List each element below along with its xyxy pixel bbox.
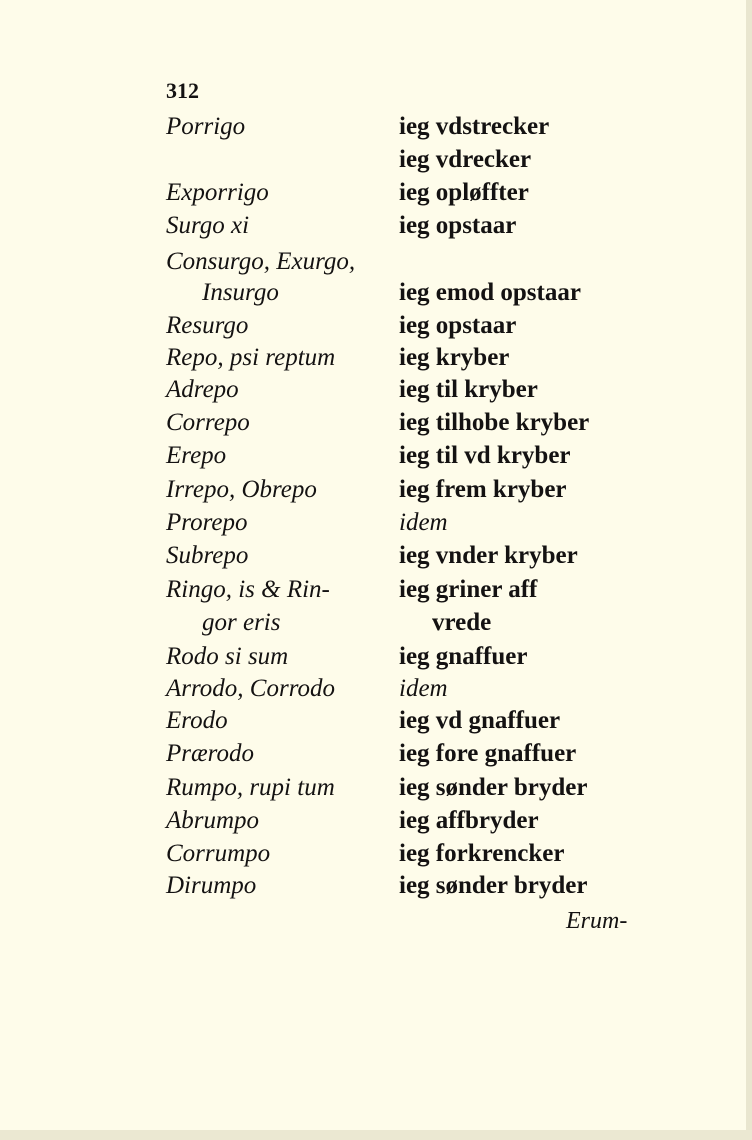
latin-word: Prorepo: [166, 509, 248, 536]
danish-translation: ieg vd gnaffuer: [399, 707, 561, 734]
catchword: Erum-: [566, 908, 628, 934]
danish-translation: idem: [399, 509, 448, 536]
danish-translation: ieg vnder kryber: [399, 542, 578, 569]
dictionary-entry: [0, 439, 752, 473]
dictionary-entry: [0, 406, 752, 440]
danish-translation: idem: [399, 675, 448, 702]
page-number: 312: [166, 78, 199, 103]
danish-translation: ieg forkrencker: [399, 840, 565, 867]
danish-translation: ieg affbryder: [399, 807, 539, 834]
page-edge-shadow-bottom: [0, 1130, 752, 1140]
danish-translation: ieg opstaar: [399, 212, 517, 239]
latin-word: Rumpo, rupi tum: [166, 774, 335, 801]
dictionary-entry: [0, 506, 752, 540]
latin-word: Corrumpo: [166, 840, 271, 867]
dictionary-entry: [0, 539, 752, 573]
latin-word: Surgo xi: [166, 212, 250, 239]
dictionary-entry: [0, 606, 752, 640]
dictionary-entry: [0, 245, 752, 279]
dictionary-entry: [0, 837, 752, 871]
danish-translation: ieg griner aff: [399, 576, 538, 603]
dictionary-entry: [0, 209, 752, 243]
dictionary-entry: [0, 573, 752, 607]
danish-translation: ieg emod opstaar: [399, 279, 581, 306]
latin-word: Erodo: [166, 707, 228, 734]
latin-word: Abrumpo: [166, 807, 260, 834]
danish-translation: ieg tilhobe kryber: [399, 409, 590, 436]
latin-word: Ringo, is & Rin-: [166, 576, 330, 603]
dictionary-entry: [0, 771, 752, 805]
dictionary-entry: [0, 276, 752, 310]
latin-word: Prærodo: [166, 740, 254, 767]
latin-word: Exporrigo: [166, 179, 269, 206]
danish-translation: ieg vdstrecker: [399, 113, 550, 140]
danish-translation: ieg sønder bryder: [399, 872, 588, 899]
danish-translation: ieg til vd kryber: [399, 442, 571, 469]
dictionary-entry: [0, 341, 752, 375]
latin-word: Insurgo: [202, 279, 279, 306]
latin-word: Correpo: [166, 409, 250, 436]
dictionary-entry: [0, 737, 752, 771]
danish-translation: ieg opløffter: [399, 179, 529, 206]
danish-translation: ieg frem kryber: [399, 476, 567, 503]
dictionary-entry: [0, 373, 752, 407]
latin-word: Erepo: [166, 442, 227, 469]
dictionary-entry: [0, 143, 752, 177]
danish-translation: ieg vdrecker: [399, 146, 532, 173]
dictionary-entry: [0, 640, 752, 674]
danish-translation: ieg gnaffuer: [399, 643, 528, 670]
latin-word: Irrepo, Obrepo: [166, 476, 317, 503]
danish-translation: ieg fore gnaffuer: [399, 740, 577, 767]
dictionary-entry: [0, 473, 752, 507]
danish-translation: ieg kryber: [399, 344, 510, 371]
latin-word: gor eris: [202, 609, 281, 636]
latin-word: Rodo si sum: [166, 643, 289, 670]
danish-translation: ieg til kryber: [399, 376, 538, 403]
latin-word: Consurgo, Exurgo,: [166, 248, 356, 275]
dictionary-entry: [0, 804, 752, 838]
danish-translation: vrede: [432, 609, 492, 636]
latin-word: Repo, psi reptum: [166, 344, 336, 371]
dictionary-entry: [0, 309, 752, 343]
dictionary-entry: [0, 869, 752, 903]
danish-translation: ieg opstaar: [399, 312, 517, 339]
dictionary-entry: [0, 110, 752, 144]
dictionary-entry: [0, 176, 752, 210]
latin-word: Porrigo: [166, 113, 246, 140]
dictionary-entry: [0, 704, 752, 738]
latin-word: Arrodo, Corrodo: [166, 675, 336, 702]
latin-word: Resurgo: [166, 312, 249, 339]
danish-translation: ieg sønder bryder: [399, 774, 588, 801]
latin-word: Subrepo: [166, 542, 249, 569]
latin-word: Adrepo: [166, 376, 239, 403]
dictionary-entry: [0, 672, 752, 706]
latin-word: Dirumpo: [166, 872, 257, 899]
